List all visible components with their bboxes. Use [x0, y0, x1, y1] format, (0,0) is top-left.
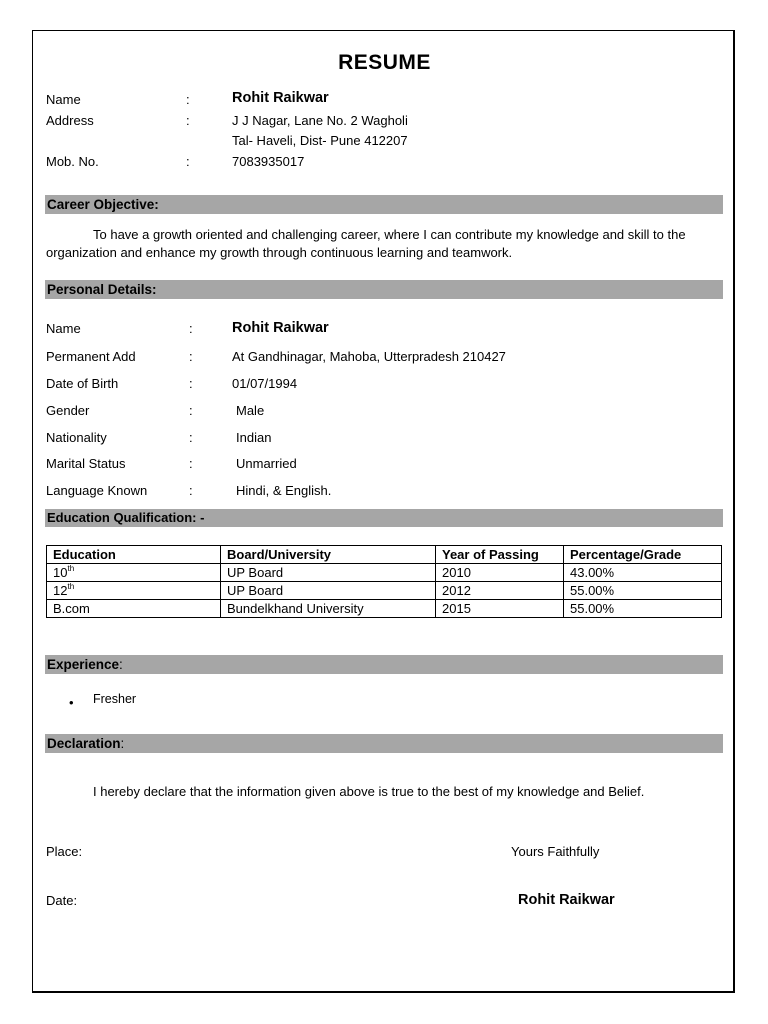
cell-percentage: 43.00% — [564, 564, 722, 582]
column-header-education: Education — [47, 546, 221, 564]
experience-heading-colon: : — [119, 657, 123, 672]
education-level: 12 — [53, 583, 68, 598]
cell-education — [47, 564, 221, 582]
career-objective-text: To have a growth oriented and challenging career, where I can contribute my knowledge and skill to the organization and enhance my growth through continuous learning and teamwork. — [46, 227, 686, 260]
bullet-icon: • — [69, 695, 74, 710]
cell-percentage: 55.00% — [564, 582, 722, 600]
page-title: RESUME — [338, 51, 431, 74]
experience-heading-bar — [45, 655, 723, 674]
mobile-colon: : — [186, 154, 190, 169]
experience-item: Fresher — [93, 692, 137, 706]
header-name-colon: : — [186, 92, 190, 107]
closing-text: Yours Faithfully — [511, 844, 600, 859]
table-row — [47, 564, 722, 582]
experience-heading — [47, 657, 123, 672]
permanent-address-value: At Gandhinagar, Mahoba, Utterpradesh 210427 — [232, 349, 506, 364]
language-value: Hindi, & English. — [236, 483, 332, 498]
mobile-label: Mob. No. — [46, 154, 99, 169]
cell-percentage: 55.00% — [564, 600, 722, 618]
gender-value: Male — [236, 403, 265, 418]
resume-page — [32, 30, 735, 993]
address-line-1: J J Nagar, Lane No. 2 Wagholi — [232, 113, 408, 128]
education-level: 10 — [53, 565, 68, 580]
table-row — [47, 582, 722, 600]
place-label: Place: — [46, 844, 83, 859]
date-label: Date: — [46, 893, 78, 908]
gender-label: Gender — [46, 403, 90, 418]
ordinal-suffix: th — [67, 564, 75, 573]
cell-year: 2010 — [436, 564, 564, 582]
cell-board: UP Board — [221, 564, 436, 582]
education-heading: Education Qualification: - — [47, 510, 205, 525]
nationality-value: Indian — [236, 430, 272, 445]
marital-status-colon: : — [189, 456, 193, 471]
declaration-heading-colon: : — [120, 736, 125, 751]
language-label: Language Known — [46, 483, 148, 498]
declaration-heading-text: Declaration — [47, 736, 121, 751]
permanent-address-colon: : — [189, 349, 193, 364]
ordinal-suffix: th — [67, 582, 75, 591]
personal-details-heading-bar — [45, 280, 723, 299]
column-header-year: Year of Passing — [436, 546, 564, 564]
mobile-value: 7083935017 — [232, 154, 305, 169]
header-name-value: Rohit Raikwar — [232, 90, 329, 106]
address-colon: : — [186, 113, 190, 128]
cell-education — [47, 600, 221, 618]
permanent-address-label: Permanent Add — [46, 349, 136, 364]
cell-board: Bundelkhand University — [221, 600, 436, 618]
address-line-2: Tal- Haveli, Dist- Pune 412207 — [232, 133, 408, 148]
marital-status-value: Unmarried — [236, 456, 297, 471]
gender-colon: : — [189, 403, 193, 418]
dob-value: 01/07/1994 — [232, 376, 298, 391]
marital-status-label: Marital Status — [46, 456, 126, 471]
career-objective-heading: Career Objective: — [47, 197, 159, 212]
signature-name: Rohit Raikwar — [518, 892, 615, 908]
personal-details-heading: Personal Details: — [47, 282, 157, 297]
education-table — [46, 545, 722, 618]
cell-year: 2015 — [436, 600, 564, 618]
personal-name-label: Name — [46, 321, 81, 336]
experience-heading-text: Experience — [47, 657, 120, 672]
cell-board: UP Board — [221, 582, 436, 600]
nationality-colon: : — [189, 430, 193, 445]
career-objective-heading-bar — [45, 195, 723, 214]
education-level: B.com — [53, 601, 90, 616]
education-table-header — [47, 546, 722, 564]
address-label: Address — [46, 113, 94, 128]
language-colon: : — [189, 483, 193, 498]
education-heading-bar — [45, 509, 723, 527]
column-header-board: Board/University — [221, 546, 436, 564]
nationality-label: Nationality — [46, 430, 107, 445]
table-row — [47, 600, 722, 618]
personal-name-value: Rohit Raikwar — [232, 320, 329, 336]
declaration-text: I hereby declare that the information given above is true to the best of my knowledge and Belief. — [93, 784, 645, 799]
declaration-heading — [47, 736, 124, 751]
dob-colon: : — [189, 376, 193, 391]
cell-education — [47, 582, 221, 600]
personal-name-colon: : — [189, 321, 193, 336]
declaration-heading-bar — [45, 734, 723, 753]
header-name-label: Name — [46, 92, 81, 107]
dob-label: Date of Birth — [46, 376, 119, 391]
cell-year: 2012 — [436, 582, 564, 600]
column-header-percentage: Percentage/Grade — [564, 546, 722, 564]
